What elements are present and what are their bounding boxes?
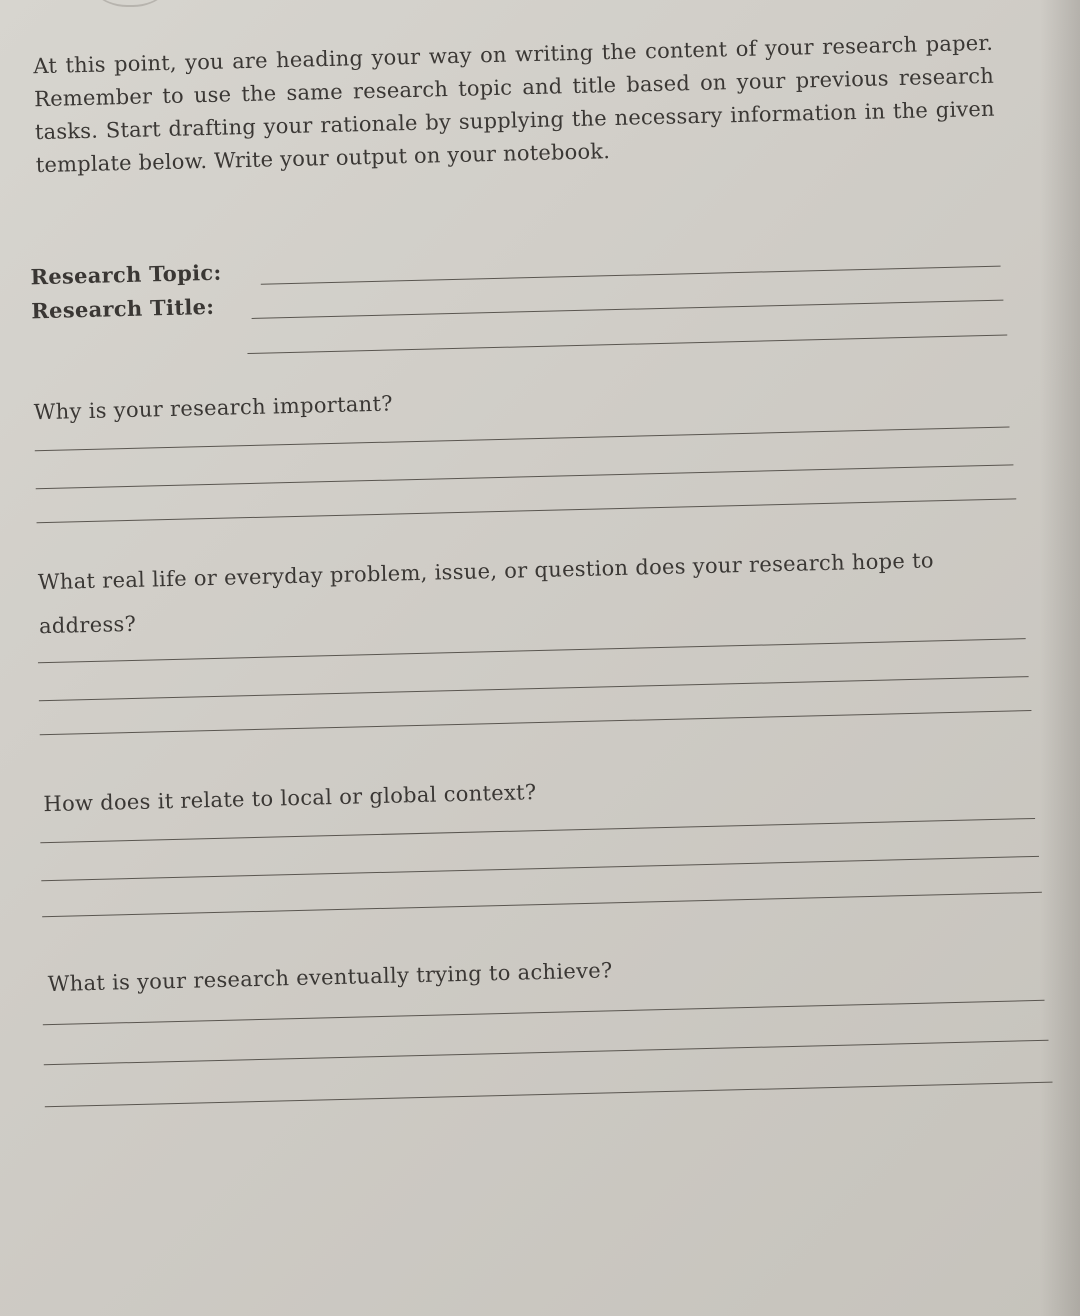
research-title-line-1[interactable] [252,300,1004,319]
answer-line[interactable] [41,856,1039,881]
question-context: How does it relate to local or global context? [43,780,537,817]
answer-line[interactable] [44,1040,1049,1066]
research-title-label: Research Title: [31,293,215,324]
research-title-line-2[interactable] [247,334,1007,354]
question-problem: What real life or everyday problem, issue, or question does your research hope to address? [37,548,935,639]
answer-line[interactable] [43,1000,1045,1025]
answer-line[interactable] [40,710,1032,735]
research-topic-label: Research Topic: [30,259,222,290]
question-goal: What is your research eventually trying to achieve? [47,958,613,997]
research-topic-line[interactable] [261,266,1001,285]
answer-line[interactable] [45,1082,1053,1108]
answer-line[interactable] [39,676,1029,701]
answer-line[interactable] [42,892,1042,917]
question-importance: Why is your research important? [33,391,394,425]
answer-line[interactable] [36,464,1014,489]
page-edge-mark [80,0,180,7]
instructions-paragraph: At this point, you are heading your way on writing the content of your research paper. Remember to use the same research topic and title based on your previous research tasks. Start drafting your rationale by supplying the necessary information in the given template below. Write your output on your notebook. [33,30,996,178]
answer-line[interactable] [37,498,1017,523]
